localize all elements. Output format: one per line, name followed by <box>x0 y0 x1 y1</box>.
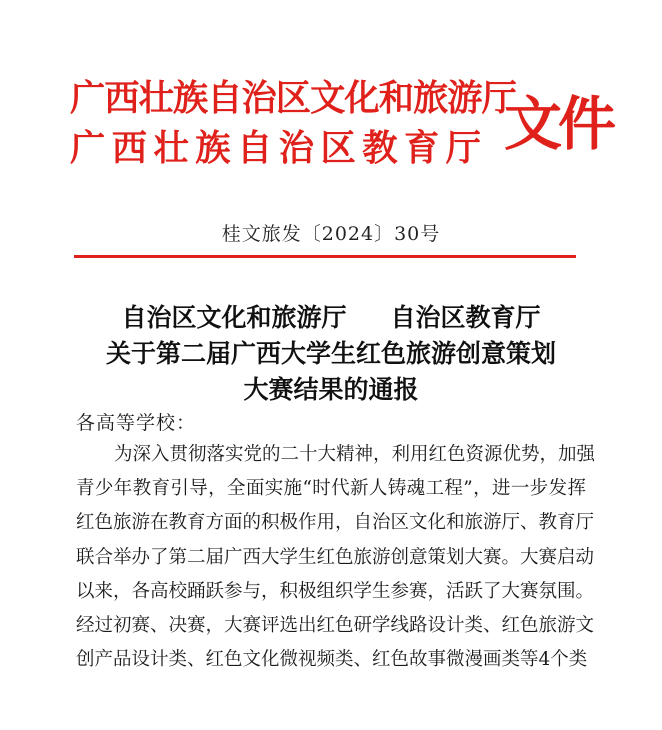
issuer-culture-tourism-dept: 广西壮族自治区文化和旅游厅 <box>70 77 516 119</box>
body-line: 联合举办了第二届广西大学生红色旅游创意策划大赛。大赛启动 <box>76 546 595 568</box>
title-line-3: 大赛结果的通报 <box>243 375 419 404</box>
document-header <box>70 66 613 186</box>
title-issuer-right: 自治区教育厅 <box>390 303 541 332</box>
red-divider-line <box>74 255 576 258</box>
body-line: 以来，各高校踊跃参与，积极组织学生参赛，活跃了大赛氛围。 <box>76 580 595 602</box>
issuer-education-dept: 广西壮族自治区教育厅 <box>70 127 488 169</box>
body-line: 青少年教育引导，全面实施“时代新人铸魂工程”，进一步发挥 <box>76 478 586 500</box>
file-mark: 文件 <box>504 90 613 158</box>
document-number: 桂文旅发〔2024〕30号 <box>221 223 441 245</box>
body-line: 创产品设计类、红色文化微视频类、红色故事微漫画类等4个类 <box>76 649 588 671</box>
body-line: 为深入贯彻落实党的二十大精神，利用红色资源优势，加强 <box>114 444 596 465</box>
body-line: 红色旅游在教育方面的积极作用，自治区文化和旅游厅、教育厅 <box>76 512 595 534</box>
salutation: 各高等学校： <box>76 412 197 434</box>
document-title <box>0 300 662 408</box>
title-line-1 <box>0 300 662 336</box>
title-issuer-left: 自治区文化和旅游厅 <box>121 303 347 332</box>
body-line: 经过初赛、决赛，大赛评选出红色研学线路设计类、红色旅游文 <box>76 614 595 636</box>
title-line-2: 关于第二届广西大学生红色旅游创意策划 <box>105 339 556 368</box>
body-text <box>76 438 596 677</box>
